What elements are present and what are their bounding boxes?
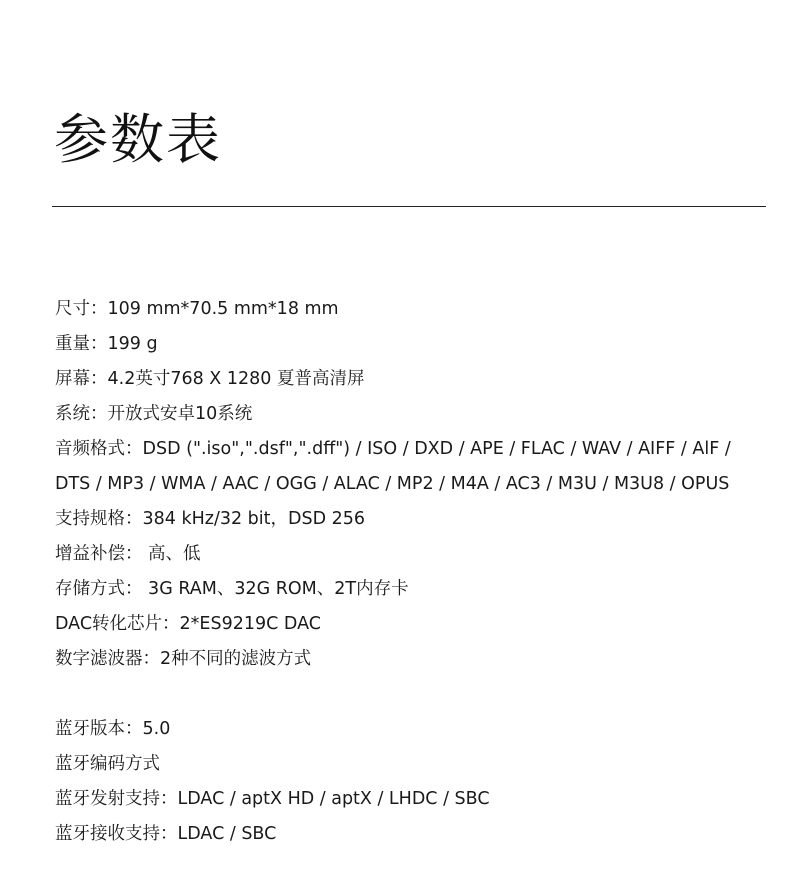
spec-weight: 重量：199 g bbox=[55, 334, 158, 354]
spec-gain: 增益补偿： 高、低 bbox=[55, 544, 201, 564]
spec-screen: 屏幕：4.2英寸768 X 1280 夏普高清屏 bbox=[55, 369, 365, 389]
spec-supported-spec: 支持规格：384 kHz/32 bit，DSD 256 bbox=[55, 509, 366, 529]
bt-receive: 蓝牙接收支持：LDAC / SBC bbox=[55, 824, 277, 844]
bt-version: 蓝牙版本：5.0 bbox=[55, 719, 171, 739]
spec-dac-chip: DAC转化芯片：2*ES9219C DAC bbox=[55, 614, 321, 634]
spec-list bbox=[55, 292, 775, 852]
spec-size: 尺寸：109 mm*70.5 mm*18 mm bbox=[55, 299, 339, 319]
bt-transmit: 蓝牙发射支持：LDAC / aptX HD / aptX / LHDC / SBC bbox=[55, 789, 490, 809]
spec-system: 系统：开放式安卓10系统 bbox=[55, 404, 253, 424]
spec-spacer bbox=[55, 677, 775, 712]
spec-audio-formats-cont: DTS / MP3 / WMA / AAC / OGG / ALAC / MP2 / M4A / AC3 / M3U / M3U8 / OPUS bbox=[55, 474, 730, 494]
spec-digital-filter: 数字滤波器：2种不同的滤波方式 bbox=[55, 649, 312, 669]
bt-codec-heading: 蓝牙编码方式 bbox=[55, 754, 160, 774]
title-divider bbox=[52, 206, 766, 207]
spec-audio-formats: 音频格式：DSD (".iso",".dsf",".dff") / ISO / DXD / APE / FLAC / WAV / AIFF / AlF / bbox=[55, 439, 731, 459]
page-title: 参数表 bbox=[54, 108, 222, 171]
spec-storage: 存储方式： 3G RAM、32G ROM、2T内存卡 bbox=[55, 579, 409, 599]
